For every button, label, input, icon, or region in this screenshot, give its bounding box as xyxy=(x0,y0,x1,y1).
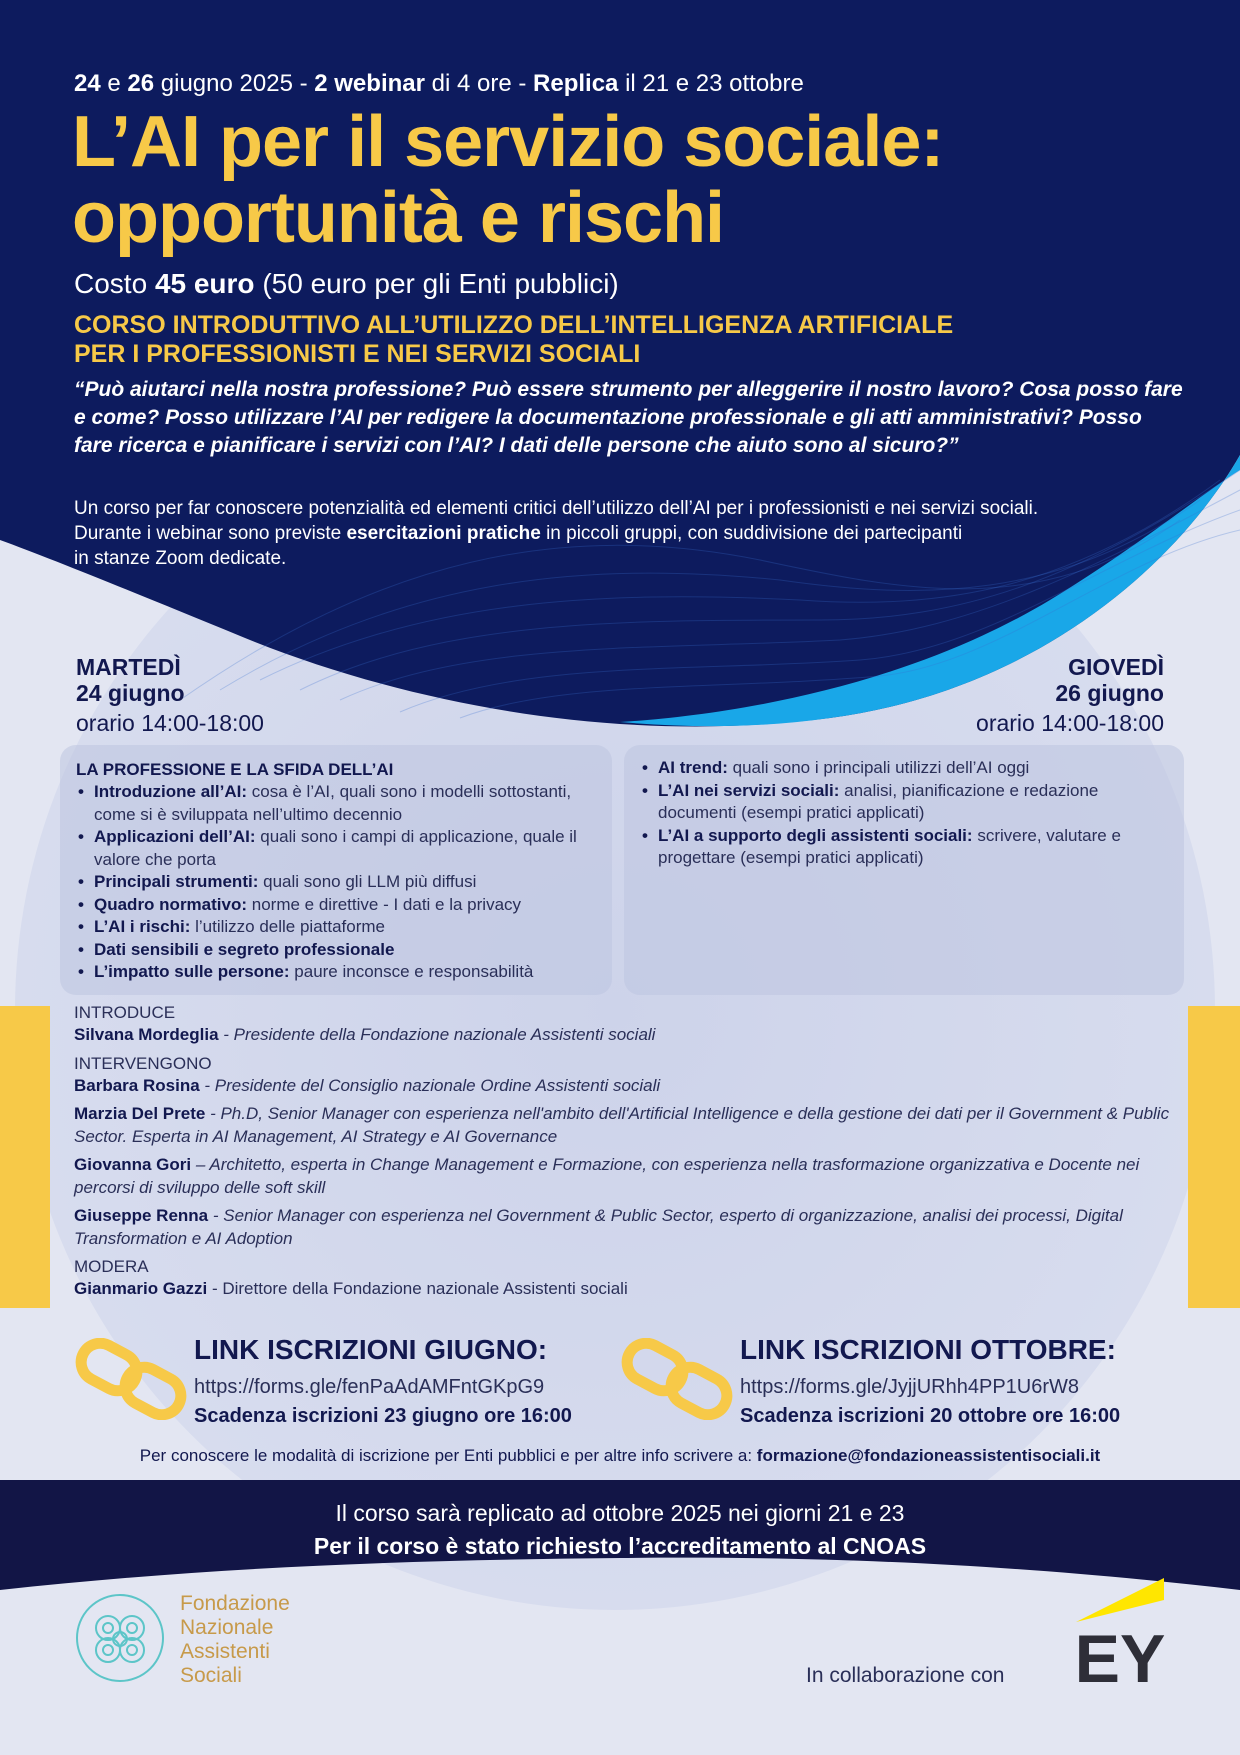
list-item xyxy=(640,780,1168,825)
october-link-text xyxy=(740,1332,1120,1430)
course-cost xyxy=(74,268,619,300)
intro-line-2-pre: Durante i webinar sono previste xyxy=(74,523,342,544)
cost-amount: 45 euro xyxy=(154,268,255,299)
item-text: scrivere, valutare e progettare (esempi pratici applicati) xyxy=(658,825,1121,867)
subtitle-line-2: PER I PROFESSIONISTI E NEI SERVIZI SOCIALI xyxy=(74,340,641,368)
october-deadline: Scadenza iscrizioni 20 ottobre ore 16:00 xyxy=(740,1405,1121,1427)
chain-link-icon xyxy=(618,1338,736,1420)
item-text: quali sono i principali utilizzi dell’AI oggi xyxy=(732,758,1030,777)
speaker-item xyxy=(74,1103,1184,1148)
day1-section-title: LA PROFESSIONE E LA SFIDA DELL’AI xyxy=(76,760,394,779)
speaker-role: – Architetto, esperta in Change Management e Formazione, con esperienza nella trasformazione organizzativa e Docente nei percorsi di sviluppo delle soft skill xyxy=(74,1155,1140,1197)
fnas-logo-icon xyxy=(74,1592,166,1684)
introduce-label: INTRODUCE xyxy=(74,1003,176,1022)
ey-wordmark: EY xyxy=(1074,1621,1166,1690)
info-contact-line xyxy=(0,1446,1240,1466)
course-quote: “Può aiutarci nella nostra professione? Può essere strumento per alleggerire il nostro lavoro? Cosa posso fare e come? Posso utilizzare l’AI per redigere la documentazione professionale e gli atti amministrativi? Posso fare ricerca e pianificare i servizi con l’AI? I dati delle persone che aiuto sono al sicuro?” xyxy=(74,378,1183,457)
item-bold: Principali strumenti: xyxy=(94,872,259,891)
item-bold: L’AI nei servizi sociali: xyxy=(658,780,840,800)
item-bold: AI trend: xyxy=(658,758,728,777)
intro-line-3: in stanze Zoom dedicate. xyxy=(74,548,287,569)
webinar-duration: di 4 ore - xyxy=(431,70,527,97)
june-link-text xyxy=(194,1332,572,1430)
day2-time: orario 14:00-18:00 xyxy=(976,710,1164,736)
speaker-modera xyxy=(74,1278,1184,1301)
fnas-name-line: Nazionale xyxy=(180,1616,274,1639)
speaker-name: Gianmario Gazzi xyxy=(74,1279,208,1298)
cost-prefix: Costo xyxy=(74,268,148,299)
speaker-introduce xyxy=(74,1024,1184,1047)
item-text: l’utilizzo delle piattaforme xyxy=(195,917,386,936)
date-a: 24 xyxy=(74,70,101,97)
item-text: quali sono i campi di applicazione, quale il valore che porta xyxy=(94,827,577,869)
intro-line-2 xyxy=(74,521,1184,546)
item-text: norme e direttive - I dati e la privacy xyxy=(251,894,522,914)
date-b: 26 xyxy=(127,70,155,97)
day1-weekday: MARTEDÌ xyxy=(76,654,181,680)
course-intro xyxy=(74,496,1184,571)
speaker-role: - Senior Manager con esperienza nel Government & Public Sector, esperto di organizzazione, analisi dei processi, Digital Transformation e AI Adoption xyxy=(74,1206,1123,1248)
footer-accreditation-line: Per il corso è stato richiesto l’accreditamento al CNOAS xyxy=(313,1533,927,1559)
fnas-name xyxy=(180,1592,340,1688)
item-bold: Introduzione all’AI: xyxy=(94,782,247,801)
collaboration-label: In collaborazione con xyxy=(806,1664,1005,1687)
replica-dates: il 21 e 23 ottobre xyxy=(625,70,804,97)
info-text: Per conoscere le modalità di iscrizione per Enti pubblici e per altre info scrivere a: xyxy=(139,1446,753,1465)
intro-line-2-post: in piccoli gruppi, con suddivisione dei partecipanti xyxy=(546,523,963,544)
list-item xyxy=(76,781,596,826)
day2-date: 26 giugno xyxy=(1055,680,1164,706)
item-bold: L’AI i rischi: xyxy=(94,917,191,936)
list-item xyxy=(76,916,596,939)
item-text: analisi, pianificazione e redazione documenti (esempi pratici applicati) xyxy=(658,780,1099,822)
june-link-title: LINK ISCRIZIONI GIUGNO: xyxy=(194,1334,548,1365)
day1-time: orario 14:00-18:00 xyxy=(76,710,264,736)
date-separator: e xyxy=(107,70,121,97)
speaker-item xyxy=(74,1154,1184,1199)
list-item xyxy=(76,871,596,894)
chain-link-icon xyxy=(72,1338,190,1420)
event-dates-line xyxy=(74,70,804,98)
webinar-count: 2 webinar xyxy=(314,70,425,97)
intro-line-1: Un corso per far conoscere potenzialità ed elementi critici dell’utilizzo dell’AI per i professionisti e nei servizi sociali. xyxy=(74,498,1039,519)
course-subtitle xyxy=(74,311,1074,369)
right-yellow-bar xyxy=(1188,1006,1240,1308)
item-bold: L’AI a supporto degli assistenti sociali: xyxy=(658,825,973,845)
speaker-name: Giovanna Gori xyxy=(74,1155,192,1174)
fnas-name-line: Fondazione xyxy=(180,1592,290,1615)
date-month: giugno 2025 - xyxy=(160,70,308,97)
item-bold: Quadro normativo: xyxy=(94,894,248,914)
june-link-url[interactable]: https://forms.gle/fenPaAdAMFntGKpG9 xyxy=(194,1376,545,1398)
list-item xyxy=(76,894,596,917)
day2-weekday: GIOVEDÌ xyxy=(1068,654,1164,680)
item-bold: Applicazioni dell’AI: xyxy=(94,827,256,846)
list-item xyxy=(640,757,1168,780)
day1-program xyxy=(60,745,612,995)
info-email-link[interactable]: formazione@fondazioneassistentisociali.it xyxy=(756,1446,1101,1465)
item-text: cosa è l’AI, quali sono i modelli sottostanti, come si è sviluppata nell’ultimo decennio xyxy=(94,782,572,824)
speaker-item xyxy=(74,1205,1184,1250)
page-title: L’AI per il servizio sociale: opportunità e rischi xyxy=(72,102,944,258)
intro-line-2-bold: esercitazioni pratiche xyxy=(346,523,541,544)
speaker-name: Marzia Del Prete xyxy=(74,1104,206,1123)
speaker-role: - Direttore della Fondazione nazionale Assistenti sociali xyxy=(211,1279,628,1298)
footer-band xyxy=(0,1497,1240,1563)
list-item xyxy=(76,961,596,984)
day2-header xyxy=(976,654,1164,740)
fnas-name-line: Sociali xyxy=(180,1664,242,1687)
list-item xyxy=(76,939,596,962)
speaker-name: Giuseppe Renna xyxy=(74,1206,209,1225)
item-text: quali sono gli LLM più diffusi xyxy=(263,872,477,891)
footer-replica-line: Il corso sarà replicato ad ottobre 2025 nei giorni 21 e 23 xyxy=(335,1500,905,1526)
item-text: paure inconsce e responsabilità xyxy=(294,962,534,981)
october-link-title: LINK ISCRIZIONI OTTOBRE: xyxy=(740,1334,1116,1365)
october-link-url[interactable]: https://forms.gle/JyjjURhh4PP1U6rW8 xyxy=(740,1376,1080,1398)
replica-label: Replica xyxy=(533,70,619,97)
list-item xyxy=(640,825,1168,870)
item-bold: L’impatto sulle persone: xyxy=(94,962,290,981)
speaker-name: Barbara Rosina xyxy=(74,1075,200,1095)
speaker-role: - Presidente della Fondazione nazionale Assistenti sociali xyxy=(223,1025,656,1044)
item-bold: Dati sensibili e segreto professionale xyxy=(94,939,395,959)
june-deadline: Scadenza iscrizioni 23 giugno ore 16:00 xyxy=(194,1405,572,1427)
list-item xyxy=(76,826,596,871)
subtitle-line-1: CORSO INTRODUTTIVO ALL’UTILIZZO DELL’INTELLIGENZA ARTIFICIALE xyxy=(74,311,954,339)
speaker-name: Silvana Mordeglia xyxy=(74,1025,219,1044)
speaker-item xyxy=(74,1075,1184,1098)
day1-header xyxy=(76,654,264,740)
ey-beam-icon xyxy=(1076,1578,1164,1622)
day2-program xyxy=(624,745,1184,995)
cost-note: (50 euro per gli Enti pubblici) xyxy=(262,268,619,299)
modera-label: MODERA xyxy=(74,1257,149,1276)
speaker-role: - Presidente del Consiglio nazionale Ordine Assistenti sociali xyxy=(204,1075,661,1095)
fnas-name-line: Assistenti xyxy=(180,1640,270,1663)
day1-date: 24 giugno xyxy=(76,680,185,706)
speaker-role: - Ph.D, Senior Manager con esperienza nell'ambito dell'Artificial Intelligence e della gestione dei dati per il Government & Public Sector. Esperta in AI Management, AI Strategy e AI Governance xyxy=(74,1104,1170,1146)
intervengono-label: INTERVENGONO xyxy=(74,1053,212,1073)
ey-logo xyxy=(1050,1570,1170,1690)
left-yellow-bar xyxy=(0,1006,50,1308)
speakers-section xyxy=(74,1002,1184,1307)
